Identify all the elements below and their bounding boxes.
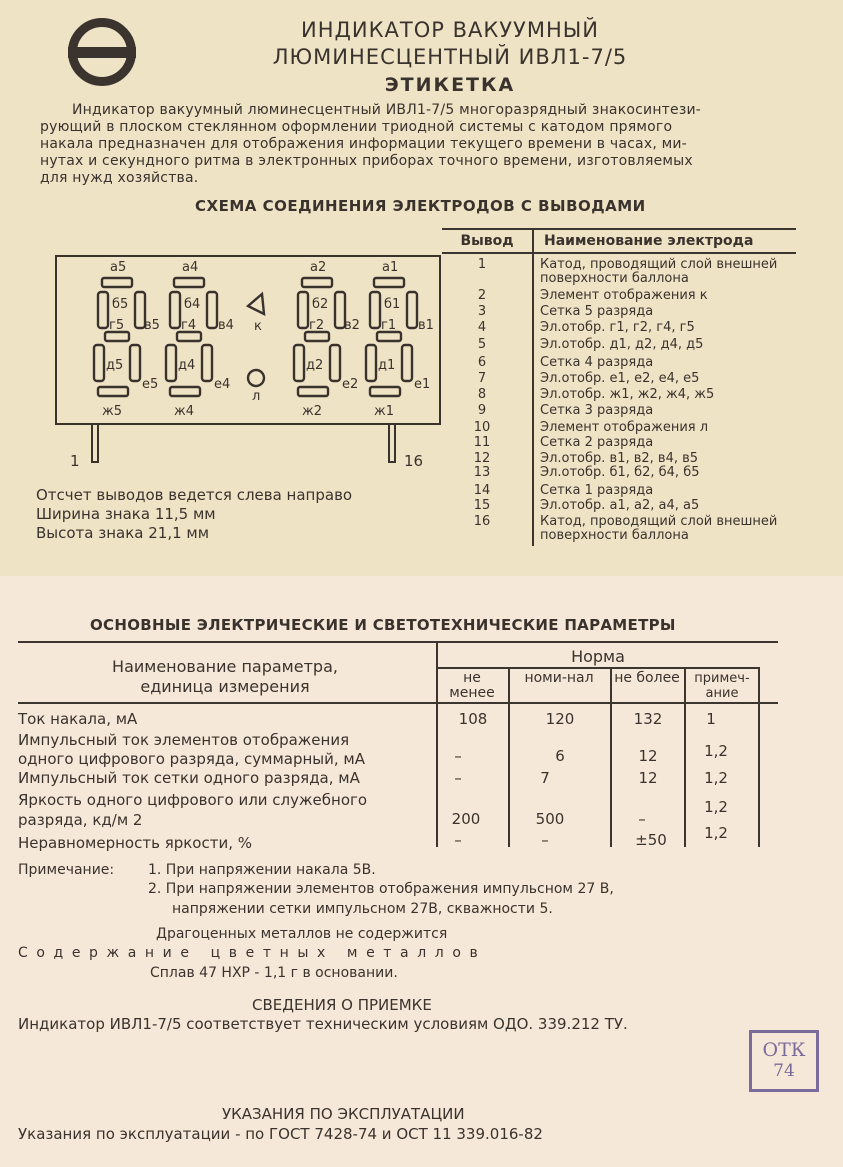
seg-g4: г4	[181, 318, 197, 333]
params-col-nom: номи-нал	[524, 670, 594, 686]
pin-electrode: Эл.отобр. ж1, ж2, ж4, ж5	[540, 387, 715, 402]
seg-d4: д4	[178, 358, 196, 373]
param-nom: –	[541, 831, 549, 849]
pin-number: 8	[477, 387, 487, 402]
param-note: 1,2	[704, 798, 728, 816]
seg-g1: г1	[381, 318, 397, 333]
seg-b2: б2	[312, 297, 329, 312]
seg-a2: а2	[310, 260, 327, 275]
param-name: Яркость одного цифрового или служебного	[18, 791, 368, 809]
pin-number: 10	[473, 420, 491, 435]
note-2a: 2. При напряжении элементов отображения импульсном 27 В,	[148, 881, 614, 897]
pin-electrode: Элемент отображения л	[540, 420, 709, 435]
pin-number: 14	[473, 483, 491, 498]
pin-electrode: Эл.отобр. г1, г2, г4, г5	[540, 320, 695, 335]
scheme-title: СХЕМА СОЕДИНЕНИЯ ЭЛЕКТРОДОВ С ВЫВОДАМИ	[195, 197, 646, 215]
pin-number: 13	[473, 465, 491, 480]
param-name: Импульсный ток сетки одного разряда, мА	[18, 769, 360, 787]
seg-e5: е5	[142, 377, 159, 392]
pin-number: 5	[477, 337, 487, 352]
params-norm-rule	[436, 667, 760, 669]
precious-metals: Драгоценных металлов не содержится	[156, 926, 448, 942]
params-col-norm: Норма	[571, 647, 625, 666]
param-min: –	[454, 747, 462, 765]
pin-electrode: Эл.отобр. б1, б2, б4, б5	[540, 465, 700, 480]
seg-e4: е4	[214, 377, 231, 392]
params-col-min: не менее	[449, 670, 495, 701]
seg-b5: б5	[112, 297, 129, 312]
param-nom: 7	[540, 769, 550, 787]
seg-zh2: ж2	[302, 404, 322, 419]
operation-text: Указания по эксплуатации - по ГОСТ 7428-74 и ОСТ 11 339.016-82	[18, 1125, 543, 1143]
pin-number: 11	[473, 435, 491, 450]
pin-electrode: Элемент отображения к	[540, 288, 708, 303]
pin-number: 3	[477, 304, 487, 319]
pin-table-header-rule	[442, 252, 796, 254]
intro-line-2: рующий в плоском стеклянном оформлении триодной системы с катодом прямого	[40, 119, 673, 135]
seg-v4: в4	[218, 318, 234, 333]
intro-line-4: нутах и секундного ритма в электронных приборах точного времени, изготовляемых	[40, 153, 693, 169]
param-note: 1,2	[704, 742, 728, 760]
param-note: 1,2	[704, 769, 728, 787]
scheme-note-2: Ширина знака 11,5 мм	[36, 505, 216, 523]
pin-number: 1	[477, 257, 487, 272]
param-nom: 6	[555, 747, 565, 765]
param-name: Ток накала, мА	[18, 710, 138, 728]
pin-table-col-pin: Вывод	[460, 233, 514, 249]
seg-zh5: ж5	[102, 404, 122, 419]
pin-electrode: Катод, проводящий слой внешней поверхности баллона	[540, 514, 778, 543]
seg-v1: в1	[418, 318, 434, 333]
param-name: разряда, кд/м 2	[18, 811, 143, 829]
param-note: 1	[706, 710, 716, 728]
intro-line-5: для нужд хозяйства.	[40, 170, 199, 186]
pin-electrode: Эл.отобр. а1, а2, а4, а5	[540, 498, 700, 513]
pin-number: 16	[473, 514, 491, 529]
params-col-name-2: единица измерения	[140, 677, 310, 696]
indicator-drawing	[52, 248, 447, 470]
params-title: ОСНОВНЫЕ ЭЛЕКТРИЧЕСКИЕ И СВЕТОТЕХНИЧЕСКИЕ ПАРАМЕТРЫ	[90, 616, 676, 634]
seg-a4: а4	[182, 260, 199, 275]
pin-number: 9	[477, 403, 487, 418]
seg-d5: д5	[106, 358, 124, 373]
scheme-note-3: Высота знака 21,1 мм	[36, 524, 210, 542]
acceptance-text: Индикатор ИВЛ1-7/5 соответствует техническим условиям ОДО. 339.212 ТУ.	[18, 1015, 628, 1033]
pin-table-divider	[532, 228, 534, 546]
seg-v2: в2	[344, 318, 360, 333]
param-max: 12	[638, 747, 658, 765]
param-note: 1,2	[704, 824, 728, 842]
param-name: Неравномерность яркости, %	[18, 834, 252, 852]
seg-zh4: ж4	[174, 404, 194, 419]
pin-electrode: Сетка 1 разряда	[540, 483, 654, 498]
params-header-rule	[18, 702, 778, 704]
otk-stamp	[749, 1030, 819, 1092]
params-top-rule	[18, 641, 778, 643]
param-min: –	[454, 769, 462, 787]
stamp-line2: 74	[773, 1061, 795, 1081]
pin-electrode: Сетка 4 разряда	[540, 355, 654, 370]
seg-g5: г5	[109, 318, 125, 333]
param-name: одного цифрового разряда, суммарный, мА	[18, 750, 365, 768]
operation-title: УКАЗАНИЯ ПО ЭКСПЛУАТАЦИИ	[222, 1105, 465, 1123]
param-min: 200	[451, 810, 481, 828]
note-2b: напряжении сетки импульсном 27В, скважности 5.	[172, 901, 553, 917]
symbol-k: к	[254, 319, 262, 334]
pin-electrode: Эл.отобр. в1, в2, в4, в5	[540, 451, 699, 466]
param-max: ±50	[635, 831, 667, 849]
params-col-name-1: Наименование параметра,	[112, 657, 338, 676]
params-col-max: не более	[614, 670, 680, 686]
pin-table-top-rule	[442, 228, 796, 230]
param-min: –	[454, 831, 462, 849]
pin-number: 2	[477, 288, 487, 303]
label-title: ЭТИКЕТКА	[384, 74, 516, 96]
nonferrous-metals: Содержание цветных металлов	[18, 945, 487, 961]
seg-zh1: ж1	[374, 404, 394, 419]
title-line2: ЛЮМИНЕСЦЕНТНЫЙ ИВЛ1-7/5	[272, 45, 628, 69]
seg-e1: е1	[414, 377, 431, 392]
scheme-note-1: Отсчет выводов ведется слева направо	[36, 486, 353, 504]
note-1: 1. При напряжении накала 5В.	[148, 862, 376, 878]
alloy-content: Сплав 47 НХР - 1,1 г в основании.	[150, 965, 398, 981]
params-col-note: примеч-ание	[694, 671, 750, 701]
pin-electrode: Эл.отобр. д1, д2, д4, д5	[540, 337, 704, 352]
pin-electrode: Эл.отобр. е1, е2, е4, е5	[540, 371, 700, 386]
pin-electrode: Катод, проводящий слой внешней поверхности баллона	[540, 257, 778, 286]
pin-table-col-name: Наименование электрода	[544, 233, 754, 249]
seg-b4: б4	[184, 297, 201, 312]
seg-b1: б1	[384, 297, 401, 312]
pin-number: 4	[477, 320, 487, 335]
seg-d2: д2	[306, 358, 324, 373]
param-name: Импульсный ток элементов отображения	[18, 731, 350, 749]
intro-line-3: накала предназначен для отображения информации текущего времени в часах, ми-	[40, 136, 687, 152]
pin-number: 7	[477, 371, 487, 386]
title-line1: ИНДИКАТОР ВАКУУМНЫЙ	[300, 18, 599, 42]
pin-first-label: 1	[70, 452, 80, 470]
param-max: 132	[633, 710, 663, 728]
pin-number: 6	[477, 355, 487, 370]
acceptance-title: СВЕДЕНИЯ О ПРИЕМКЕ	[252, 996, 432, 1014]
symbol-l: л	[252, 389, 261, 404]
params-divider-5	[758, 667, 760, 847]
seg-v5: в5	[144, 318, 160, 333]
pin-last-label: 16	[404, 452, 424, 470]
stamp-line1: ОТК	[762, 1039, 806, 1061]
pin-number: 12	[473, 451, 491, 466]
seg-a5: а5	[110, 260, 127, 275]
intro-line-1: Индикатор вакуумный люминесцентный ИВЛ1-7/5 многоразрядный знакосинтези-	[72, 102, 702, 118]
pin-electrode: Сетка 5 разряда	[540, 304, 654, 319]
pin-electrode: Сетка 2 разряда	[540, 435, 654, 450]
param-max: 12	[638, 769, 658, 787]
pin-number: 15	[473, 498, 491, 513]
pin-electrode: Сетка 3 разряда	[540, 403, 654, 418]
seg-a1: а1	[382, 260, 399, 275]
param-nom: 500	[535, 810, 565, 828]
seg-e2: е2	[342, 377, 359, 392]
notes-label: Примечание:	[18, 862, 115, 878]
seg-d1: д1	[378, 358, 396, 373]
param-min: 108	[458, 710, 488, 728]
param-max: –	[638, 810, 646, 828]
seg-g2: г2	[309, 318, 325, 333]
param-nom: 120	[545, 710, 575, 728]
